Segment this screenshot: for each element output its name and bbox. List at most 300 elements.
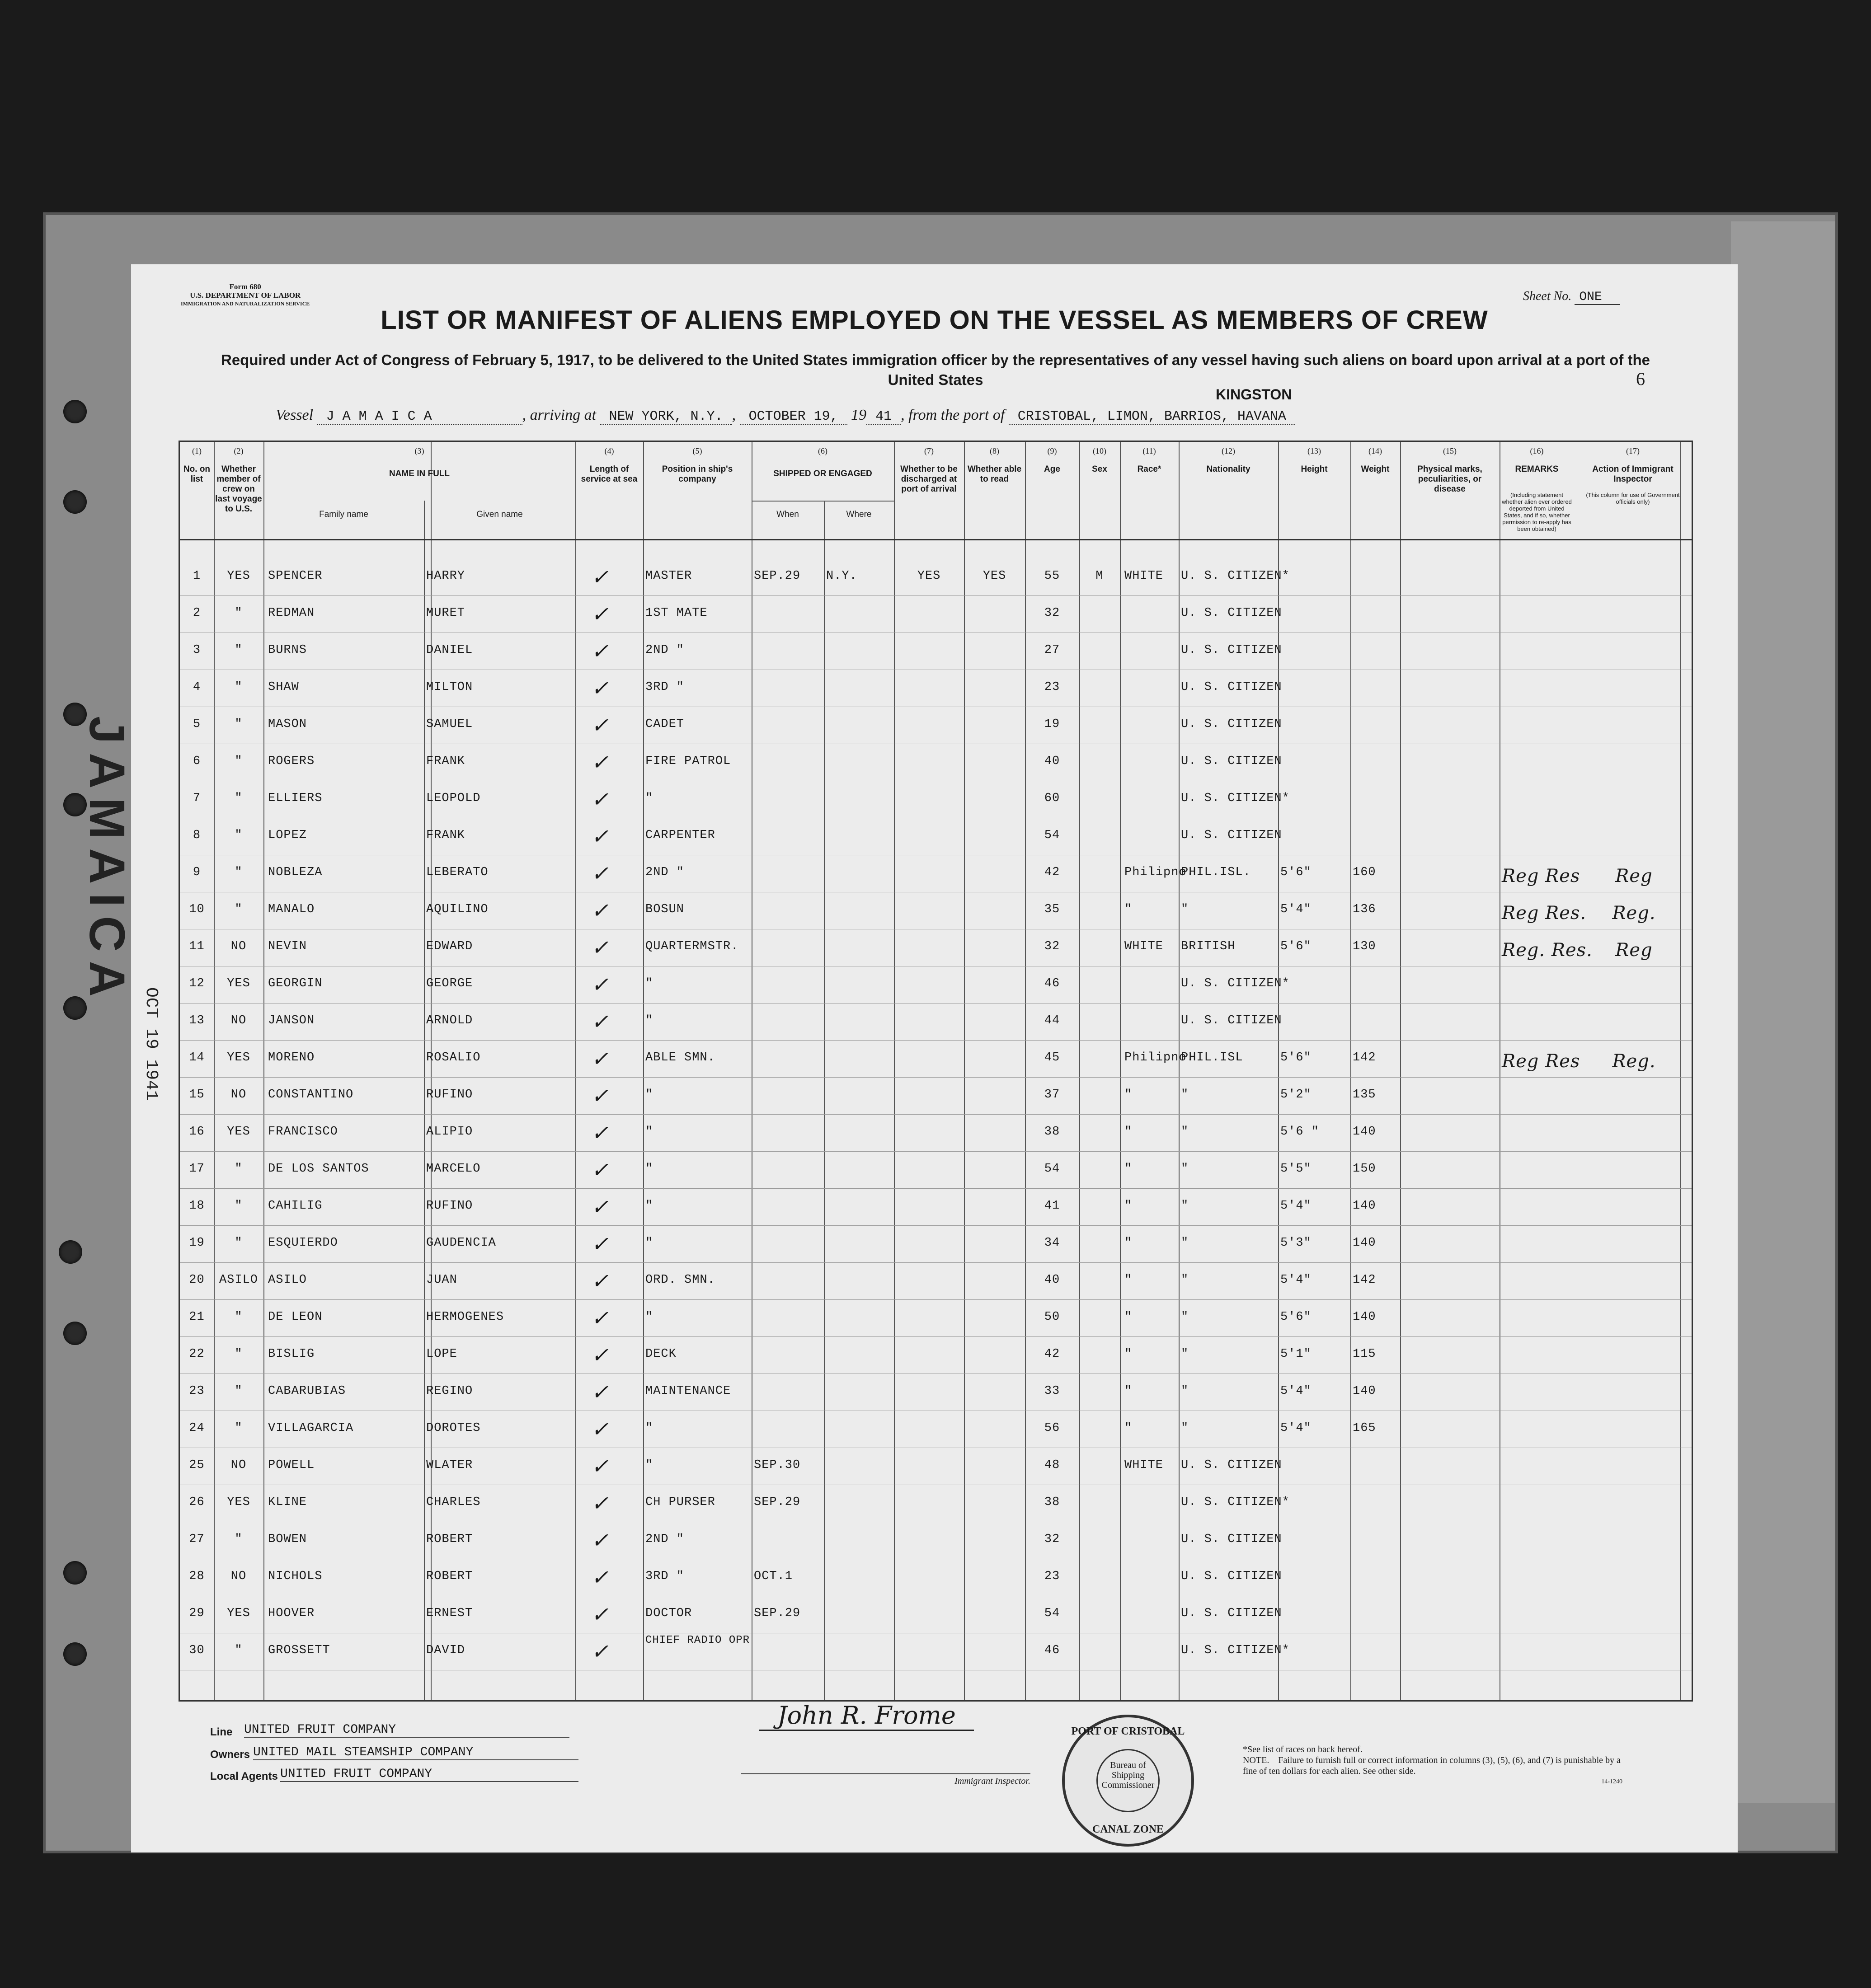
- sheet-number-label: Sheet No.: [1523, 289, 1572, 303]
- cell-read: YES: [983, 569, 1006, 583]
- cell-race: Philipno.: [1124, 1051, 1194, 1064]
- manifest-sheet: [79, 264, 1738, 1852]
- corner-mark: 6: [1636, 369, 1645, 389]
- cell-given: HARRY: [426, 569, 465, 583]
- race-note: *See list of races on back hereof.: [1243, 1744, 1363, 1754]
- column-header: Sex: [1092, 464, 1107, 474]
- cell-given: LEOPOLD: [426, 792, 481, 805]
- cell-nat: U. S. CITIZEN*: [1181, 977, 1290, 990]
- table-row: [180, 1306, 1692, 1346]
- cell-family: BISLIG: [268, 1347, 315, 1361]
- table-row: [180, 1634, 1692, 1680]
- table-row: [180, 1602, 1692, 1643]
- cell-age: 33: [1044, 1384, 1060, 1398]
- cell-nat: ": [1181, 1125, 1189, 1139]
- cell-nat: U. S. CITIZEN*: [1181, 1644, 1290, 1657]
- cell-nat: U. S. CITIZEN: [1181, 680, 1282, 694]
- check-icon: ✓: [591, 1491, 609, 1515]
- cell-pos: CHIEF RADIO OPR: [645, 1634, 750, 1646]
- column-number: (10): [1093, 446, 1106, 455]
- cell-pos: ": [645, 1125, 653, 1139]
- cell-no: 23: [189, 1384, 205, 1398]
- cell-ht: 5'4": [1280, 1384, 1312, 1398]
- cell-age: 38: [1044, 1125, 1060, 1139]
- table-row: [180, 787, 1692, 828]
- cell-voy: ": [235, 680, 243, 694]
- table-row: [180, 750, 1692, 791]
- cell-age: 37: [1044, 1088, 1060, 1102]
- cell-family: ROGERS: [268, 755, 315, 768]
- cell-when: OCT.1: [754, 1570, 793, 1583]
- column-header: Whether able to read: [967, 464, 1022, 484]
- page-subtitle: Required under Act of Congress of February 5, 1917, to be delivered to the United States immigration officer by the representatives of any vessel having such aliens on board upon arrival at a port of the United States: [221, 352, 1650, 388]
- cell-no: 28: [189, 1570, 205, 1583]
- cell-race: WHITE: [1124, 940, 1164, 953]
- cell-pos: MAINTENANCE: [645, 1384, 731, 1398]
- cell-wt: 165: [1353, 1421, 1376, 1435]
- cell-nat: U. S. CITIZEN: [1181, 643, 1282, 657]
- check-icon: ✓: [591, 861, 609, 886]
- column-number: (13): [1307, 446, 1321, 455]
- cell-voy: ": [235, 1162, 243, 1176]
- table-row: [180, 639, 1692, 680]
- cell-voy: ": [235, 1236, 243, 1250]
- cell-pos: FIRE PATROL: [645, 755, 731, 768]
- cell-given: LOPE: [426, 1347, 457, 1361]
- cell-pos: 3RD ": [645, 1570, 685, 1583]
- page-title: LIST OR MANIFEST OF ALIENS EMPLOYED ON THE VESSEL AS MEMBERS OF CREW: [381, 305, 1488, 335]
- vessel-name: J A M A I C A: [317, 409, 522, 425]
- column-number: (17): [1626, 446, 1640, 455]
- binder-hole: [59, 1240, 82, 1264]
- cell-voy: YES: [227, 569, 250, 583]
- cell-wt: 160: [1353, 866, 1376, 879]
- column-number: (6): [818, 446, 827, 455]
- cell-nat: U. S. CITIZEN*: [1181, 569, 1290, 583]
- table-row: [180, 713, 1692, 754]
- cell-age: 54: [1044, 829, 1060, 842]
- column-header: NAME IN FULL: [389, 469, 450, 478]
- cell-age: 35: [1044, 903, 1060, 916]
- cell-race: WHITE: [1124, 1458, 1164, 1472]
- cell-nat: ": [1181, 1088, 1189, 1102]
- cell-age: 44: [1044, 1014, 1060, 1027]
- cell-race: ": [1124, 1310, 1133, 1324]
- table-row: [180, 1380, 1692, 1421]
- cell-ht: 5'2": [1280, 1088, 1312, 1102]
- cell-wt: 140: [1353, 1236, 1376, 1250]
- cell-no: 30: [189, 1644, 205, 1657]
- table-row: [180, 898, 1692, 939]
- cell-race: ": [1124, 1236, 1133, 1250]
- footer-notes: [1243, 1744, 1622, 1787]
- cell-pos: CH PURSER: [645, 1496, 715, 1509]
- cell-nat: ": [1181, 903, 1189, 916]
- cell-ht: 5'6": [1280, 1051, 1312, 1064]
- cell-family: MORENO: [268, 1051, 315, 1064]
- where-header: Where: [846, 510, 872, 519]
- stamp-bottom-text: CANAL ZONE: [1092, 1824, 1164, 1835]
- cell-pos: 1ST MATE: [645, 606, 708, 620]
- from-label: , from the port of: [901, 407, 1005, 423]
- cell-age: 32: [1044, 1533, 1060, 1546]
- table-row: [180, 1158, 1692, 1198]
- check-icon: ✓: [591, 1343, 609, 1367]
- cell-voy: ": [235, 1199, 243, 1213]
- remarks-note: (Including statement whether alien ever ordered deported from United States, and if so, whether permission to re-apply has been obtained): [1502, 492, 1572, 532]
- check-icon: ✓: [591, 1121, 609, 1145]
- cell-no: 11: [189, 940, 205, 953]
- cell-age: 27: [1044, 643, 1060, 657]
- cell-nat: ": [1181, 1236, 1189, 1250]
- cell-nat: ": [1181, 1421, 1189, 1435]
- cell-given: DANIEL: [426, 643, 473, 657]
- cell-age: 46: [1044, 1644, 1060, 1657]
- cell-age: 54: [1044, 1607, 1060, 1620]
- cell-race: ": [1124, 1199, 1133, 1213]
- cell-family: GEORGIN: [268, 977, 323, 990]
- table-row: [180, 1565, 1692, 1606]
- cell-race: ": [1124, 1088, 1133, 1102]
- cell-family: NICHOLS: [268, 1570, 323, 1583]
- cell-family: POWELL: [268, 1458, 315, 1472]
- sheet-number: [1523, 289, 1620, 304]
- cell-ht: 5'6": [1280, 866, 1312, 879]
- table-row: [180, 1232, 1692, 1272]
- cell-family: VILLAGARCIA: [268, 1421, 354, 1435]
- cell-nat: U. S. CITIZEN*: [1181, 792, 1290, 805]
- family-name-header: Family name: [319, 510, 368, 519]
- cell-race: ": [1124, 1162, 1133, 1176]
- cell-nat: U. S. CITIZEN: [1181, 1533, 1282, 1546]
- check-icon: ✓: [591, 1306, 609, 1330]
- check-icon: ✓: [591, 676, 609, 700]
- arrival-port: NEW YORK, N.Y.: [600, 409, 732, 425]
- check-icon: ✓: [591, 1602, 609, 1627]
- table-row: [180, 1121, 1692, 1161]
- cell-nat: PHIL.ISL.: [1181, 866, 1251, 879]
- check-icon: ✓: [591, 898, 609, 923]
- cell-when: SEP.29: [754, 1496, 801, 1509]
- cell-nat: ": [1181, 1347, 1189, 1361]
- cell-age: 32: [1044, 940, 1060, 953]
- cell-age: 56: [1044, 1421, 1060, 1435]
- table-row: [180, 1528, 1692, 1569]
- cell-pos: ": [645, 1421, 653, 1435]
- cell-given: MURET: [426, 606, 465, 620]
- cell-given: RUFINO: [426, 1199, 473, 1213]
- cell-voy: ": [235, 792, 243, 805]
- penalty-note: NOTE.—Failure to furnish full or correct information in columns (3), (5), (6), and (7) is punishable by a fine of ten dollars for each alien. See other side.: [1243, 1755, 1621, 1776]
- header-rule: [180, 539, 1692, 540]
- cell-race: WHITE: [1124, 569, 1164, 583]
- margin-vessel-stamp: JAMAICA: [79, 716, 135, 1006]
- table-row: [180, 1417, 1692, 1458]
- cell-ht: 5'6": [1280, 940, 1312, 953]
- cell-given: ERNEST: [426, 1607, 473, 1620]
- cell-voy: NO: [230, 1014, 247, 1027]
- cell-given: AQUILINO: [426, 903, 489, 916]
- cell-age: 46: [1044, 977, 1060, 990]
- form-identifier: [181, 282, 310, 308]
- cell-voy: ": [235, 1421, 243, 1435]
- table-row: [180, 1343, 1692, 1383]
- cell-age: 41: [1044, 1199, 1060, 1213]
- cell-no: 22: [189, 1347, 205, 1361]
- column-header: Action of Immigrant Inspector: [1592, 464, 1674, 484]
- cell-no: 15: [189, 1088, 205, 1102]
- cell-no: 5: [193, 717, 201, 731]
- table-row: [180, 676, 1692, 717]
- check-icon: ✓: [591, 824, 609, 849]
- cell-no: 21: [189, 1310, 205, 1324]
- cell-race: ": [1124, 1273, 1133, 1287]
- cell-pos: ": [645, 1199, 653, 1213]
- cell-pos: BOSUN: [645, 903, 685, 916]
- cell-family: BURNS: [268, 643, 307, 657]
- cell-wt: 135: [1353, 1088, 1376, 1102]
- cell-voy: ASILO: [219, 1273, 258, 1287]
- cell-given: MARCELO: [426, 1162, 481, 1176]
- check-icon: ✓: [591, 1417, 609, 1441]
- cell-act: Reg: [1615, 866, 1653, 886]
- column-header: Height: [1301, 464, 1328, 474]
- cell-when: SEP.30: [754, 1458, 801, 1472]
- cell-no: 19: [189, 1236, 205, 1250]
- cell-pos: CARPENTER: [645, 829, 715, 842]
- cell-voy: NO: [230, 1458, 247, 1472]
- column-number: (3): [414, 446, 424, 455]
- cell-nat: U. S. CITIZEN: [1181, 1607, 1282, 1620]
- cell-family: REDMAN: [268, 606, 315, 620]
- cell-voy: NO: [230, 1088, 247, 1102]
- cell-where: N.Y.: [826, 569, 857, 583]
- cell-family: MANALO: [268, 903, 315, 916]
- cell-no: 13: [189, 1014, 205, 1027]
- column-number: (16): [1530, 446, 1544, 455]
- column-header: Position in ship's company: [662, 464, 733, 484]
- cell-voy: ": [235, 755, 243, 768]
- cell-rem: Reg. Res.: [1502, 940, 1593, 961]
- cell-wt: 140: [1353, 1310, 1376, 1324]
- department: U.S. DEPARTMENT OF LABOR: [190, 291, 301, 300]
- cell-race: ": [1124, 1421, 1133, 1435]
- column-header: No. on list: [183, 464, 211, 484]
- year-prefix: 19: [851, 407, 867, 423]
- binder-hole: [63, 400, 87, 423]
- cell-pos: ": [645, 792, 653, 805]
- cell-ht: 5'4": [1280, 1199, 1312, 1213]
- departure-ports: CRISTOBAL, LIMON, BARRIOS, HAVANA: [1009, 409, 1295, 425]
- cell-family: DE LEON: [268, 1310, 323, 1324]
- cell-age: 23: [1044, 1570, 1060, 1583]
- check-icon: ✓: [591, 1528, 609, 1552]
- cell-nat: ": [1181, 1199, 1189, 1213]
- cell-voy: ": [235, 606, 243, 620]
- table-row: [180, 1491, 1692, 1532]
- check-icon: ✓: [591, 1269, 609, 1293]
- cell-given: GEORGE: [426, 977, 473, 990]
- cell-nat: U. S. CITIZEN: [1181, 1458, 1282, 1472]
- cell-pos: 2ND ": [645, 643, 685, 657]
- cell-rem: Reg Res: [1502, 866, 1580, 886]
- form-number: Form 680: [229, 282, 261, 291]
- table-row: [180, 861, 1692, 902]
- voyage-line: Vessel J A M A I C A , arriving at NEW YORK, N.Y. , OCTOBER 19, 19 41 , from the port of CRISTOBAL, LIMON, BARRIOS, HAVANA: [276, 407, 1295, 424]
- cell-wt: 130: [1353, 940, 1376, 953]
- cell-pos: ABLE SMN.: [645, 1051, 715, 1064]
- cell-pos: MASTER: [645, 569, 692, 583]
- column-number: (8): [990, 446, 999, 455]
- cell-ht: 5'6 ": [1280, 1125, 1320, 1139]
- cell-nat: PHIL.ISL: [1181, 1051, 1243, 1064]
- column-number: (15): [1443, 446, 1457, 455]
- cell-age: 42: [1044, 1347, 1060, 1361]
- cell-pos: DECK: [645, 1347, 677, 1361]
- cell-no: 8: [193, 829, 201, 842]
- cell-family: ELLIERS: [268, 792, 323, 805]
- cell-pos: ": [645, 1458, 653, 1472]
- cell-no: 14: [189, 1051, 205, 1064]
- cell-age: 40: [1044, 755, 1060, 768]
- cell-sex: M: [1095, 569, 1104, 583]
- cell-wt: 140: [1353, 1199, 1376, 1213]
- cell-nat: U. S. CITIZEN*: [1181, 1496, 1290, 1509]
- cell-given: ROBERT: [426, 1570, 473, 1583]
- cell-no: 27: [189, 1533, 205, 1546]
- check-icon: ✓: [591, 972, 609, 997]
- cell-family: CAHILIG: [268, 1199, 323, 1213]
- when-header: When: [776, 510, 799, 519]
- cell-given: DAVID: [426, 1644, 465, 1657]
- arrival-date: OCTOBER 19,: [740, 409, 847, 425]
- column-number: (2): [234, 446, 244, 455]
- cell-given: LEBERATO: [426, 866, 489, 879]
- cell-nat: U. S. CITIZEN: [1181, 829, 1282, 842]
- column-number: (7): [924, 446, 934, 455]
- cell-disch: YES: [917, 569, 941, 583]
- cell-family: SPENCER: [268, 569, 323, 583]
- cell-ht: 5'5": [1280, 1162, 1312, 1176]
- check-icon: ✓: [591, 713, 609, 737]
- check-icon: ✓: [591, 750, 609, 774]
- line-label: Line: [210, 1726, 233, 1738]
- check-icon: ✓: [591, 1639, 609, 1664]
- column-header: Whether to be discharged at port of arrival: [900, 464, 958, 494]
- cell-given: ALIPIO: [426, 1125, 473, 1139]
- cell-act: Reg.: [1612, 1051, 1656, 1072]
- cell-race: ": [1124, 1384, 1133, 1398]
- cell-nat: ": [1181, 1384, 1189, 1398]
- cell-voy: ": [235, 866, 243, 879]
- column-number: (4): [604, 446, 614, 455]
- cell-no: 10: [189, 903, 205, 916]
- sheet-number-value: ONE: [1575, 290, 1620, 305]
- agents-value: UNITED FRUIT COMPANY: [280, 1767, 578, 1782]
- cell-pos: ": [645, 1310, 653, 1324]
- cell-ht: 5'1": [1280, 1347, 1312, 1361]
- cell-given: RUFINO: [426, 1088, 473, 1102]
- cell-pos: ": [645, 1236, 653, 1250]
- table-row: [180, 1454, 1692, 1495]
- form-code: 14-1240: [1601, 1778, 1622, 1785]
- check-icon: ✓: [591, 1046, 609, 1071]
- cell-act: Reg.: [1612, 903, 1656, 924]
- cell-voy: ": [235, 1310, 243, 1324]
- cell-no: 7: [193, 792, 201, 805]
- column-header: Length of service at sea: [581, 464, 638, 484]
- cell-pos: ": [645, 1162, 653, 1176]
- check-icon: ✓: [591, 1380, 609, 1404]
- cell-voy: ": [235, 829, 243, 842]
- arrival-year: 41: [866, 409, 901, 425]
- column-header: REMARKS: [1515, 464, 1559, 474]
- binder-hole: [63, 1561, 87, 1585]
- column-number: (12): [1222, 446, 1235, 455]
- cell-nat: BRITISH: [1181, 940, 1236, 953]
- check-icon: ✓: [591, 1454, 609, 1478]
- cell-pos: ": [645, 1014, 653, 1027]
- cell-voy: NO: [230, 940, 247, 953]
- cell-family: HOOVER: [268, 1607, 315, 1620]
- cell-given: FRANK: [426, 755, 465, 768]
- cell-nat: U. S. CITIZEN: [1181, 755, 1282, 768]
- cell-family: BOWEN: [268, 1533, 307, 1546]
- cell-age: 50: [1044, 1310, 1060, 1324]
- table-row: [180, 824, 1692, 865]
- cell-nat: ": [1181, 1162, 1189, 1176]
- cell-age: 55: [1044, 569, 1060, 583]
- cell-no: 6: [193, 755, 201, 768]
- column-header: Weight: [1361, 464, 1390, 474]
- backing-tab: [1731, 221, 1835, 1803]
- agents-label: Local Agents: [210, 1770, 278, 1782]
- cell-family: CONSTANTINO: [268, 1088, 354, 1102]
- check-icon: ✓: [591, 1565, 609, 1589]
- binder-hole: [63, 1322, 87, 1345]
- cell-no: 12: [189, 977, 205, 990]
- cell-voy: ": [235, 1644, 243, 1657]
- inspector-label: Immigrant Inspector.: [741, 1773, 1030, 1786]
- cell-no: 3: [193, 643, 201, 657]
- cell-family: NOBLEZA: [268, 866, 323, 879]
- cell-family: KLINE: [268, 1496, 307, 1509]
- cell-rem: Reg Res: [1502, 1051, 1580, 1072]
- stamp-center-text: Bureau of Shipping Commissioner: [1096, 1749, 1160, 1812]
- cell-family: FRANCISCO: [268, 1125, 338, 1139]
- column-number: (11): [1142, 446, 1156, 455]
- cell-voy: ": [235, 1384, 243, 1398]
- cell-family: SHAW: [268, 680, 299, 694]
- cell-family: ASILO: [268, 1273, 307, 1287]
- cell-family: DE LOS SANTOS: [268, 1162, 369, 1176]
- cell-age: 40: [1044, 1273, 1060, 1287]
- cell-given: ROBERT: [426, 1533, 473, 1546]
- crew-table: [179, 441, 1693, 1702]
- cell-wt: 142: [1353, 1273, 1376, 1287]
- cell-nat: U. S. CITIZEN: [1181, 1014, 1282, 1027]
- cell-voy: ": [235, 643, 243, 657]
- cell-ht: 5'4": [1280, 903, 1312, 916]
- cell-given: DOROTES: [426, 1421, 481, 1435]
- cell-wt: 142: [1353, 1051, 1376, 1064]
- cell-no: 17: [189, 1162, 205, 1176]
- cell-when: SEP.29: [754, 1607, 801, 1620]
- cell-ht: 5'4": [1280, 1421, 1312, 1435]
- cell-ht: 5'3": [1280, 1236, 1312, 1250]
- cell-age: 42: [1044, 866, 1060, 879]
- column-header: Whether member of crew on last voyage to U.S.: [215, 464, 262, 514]
